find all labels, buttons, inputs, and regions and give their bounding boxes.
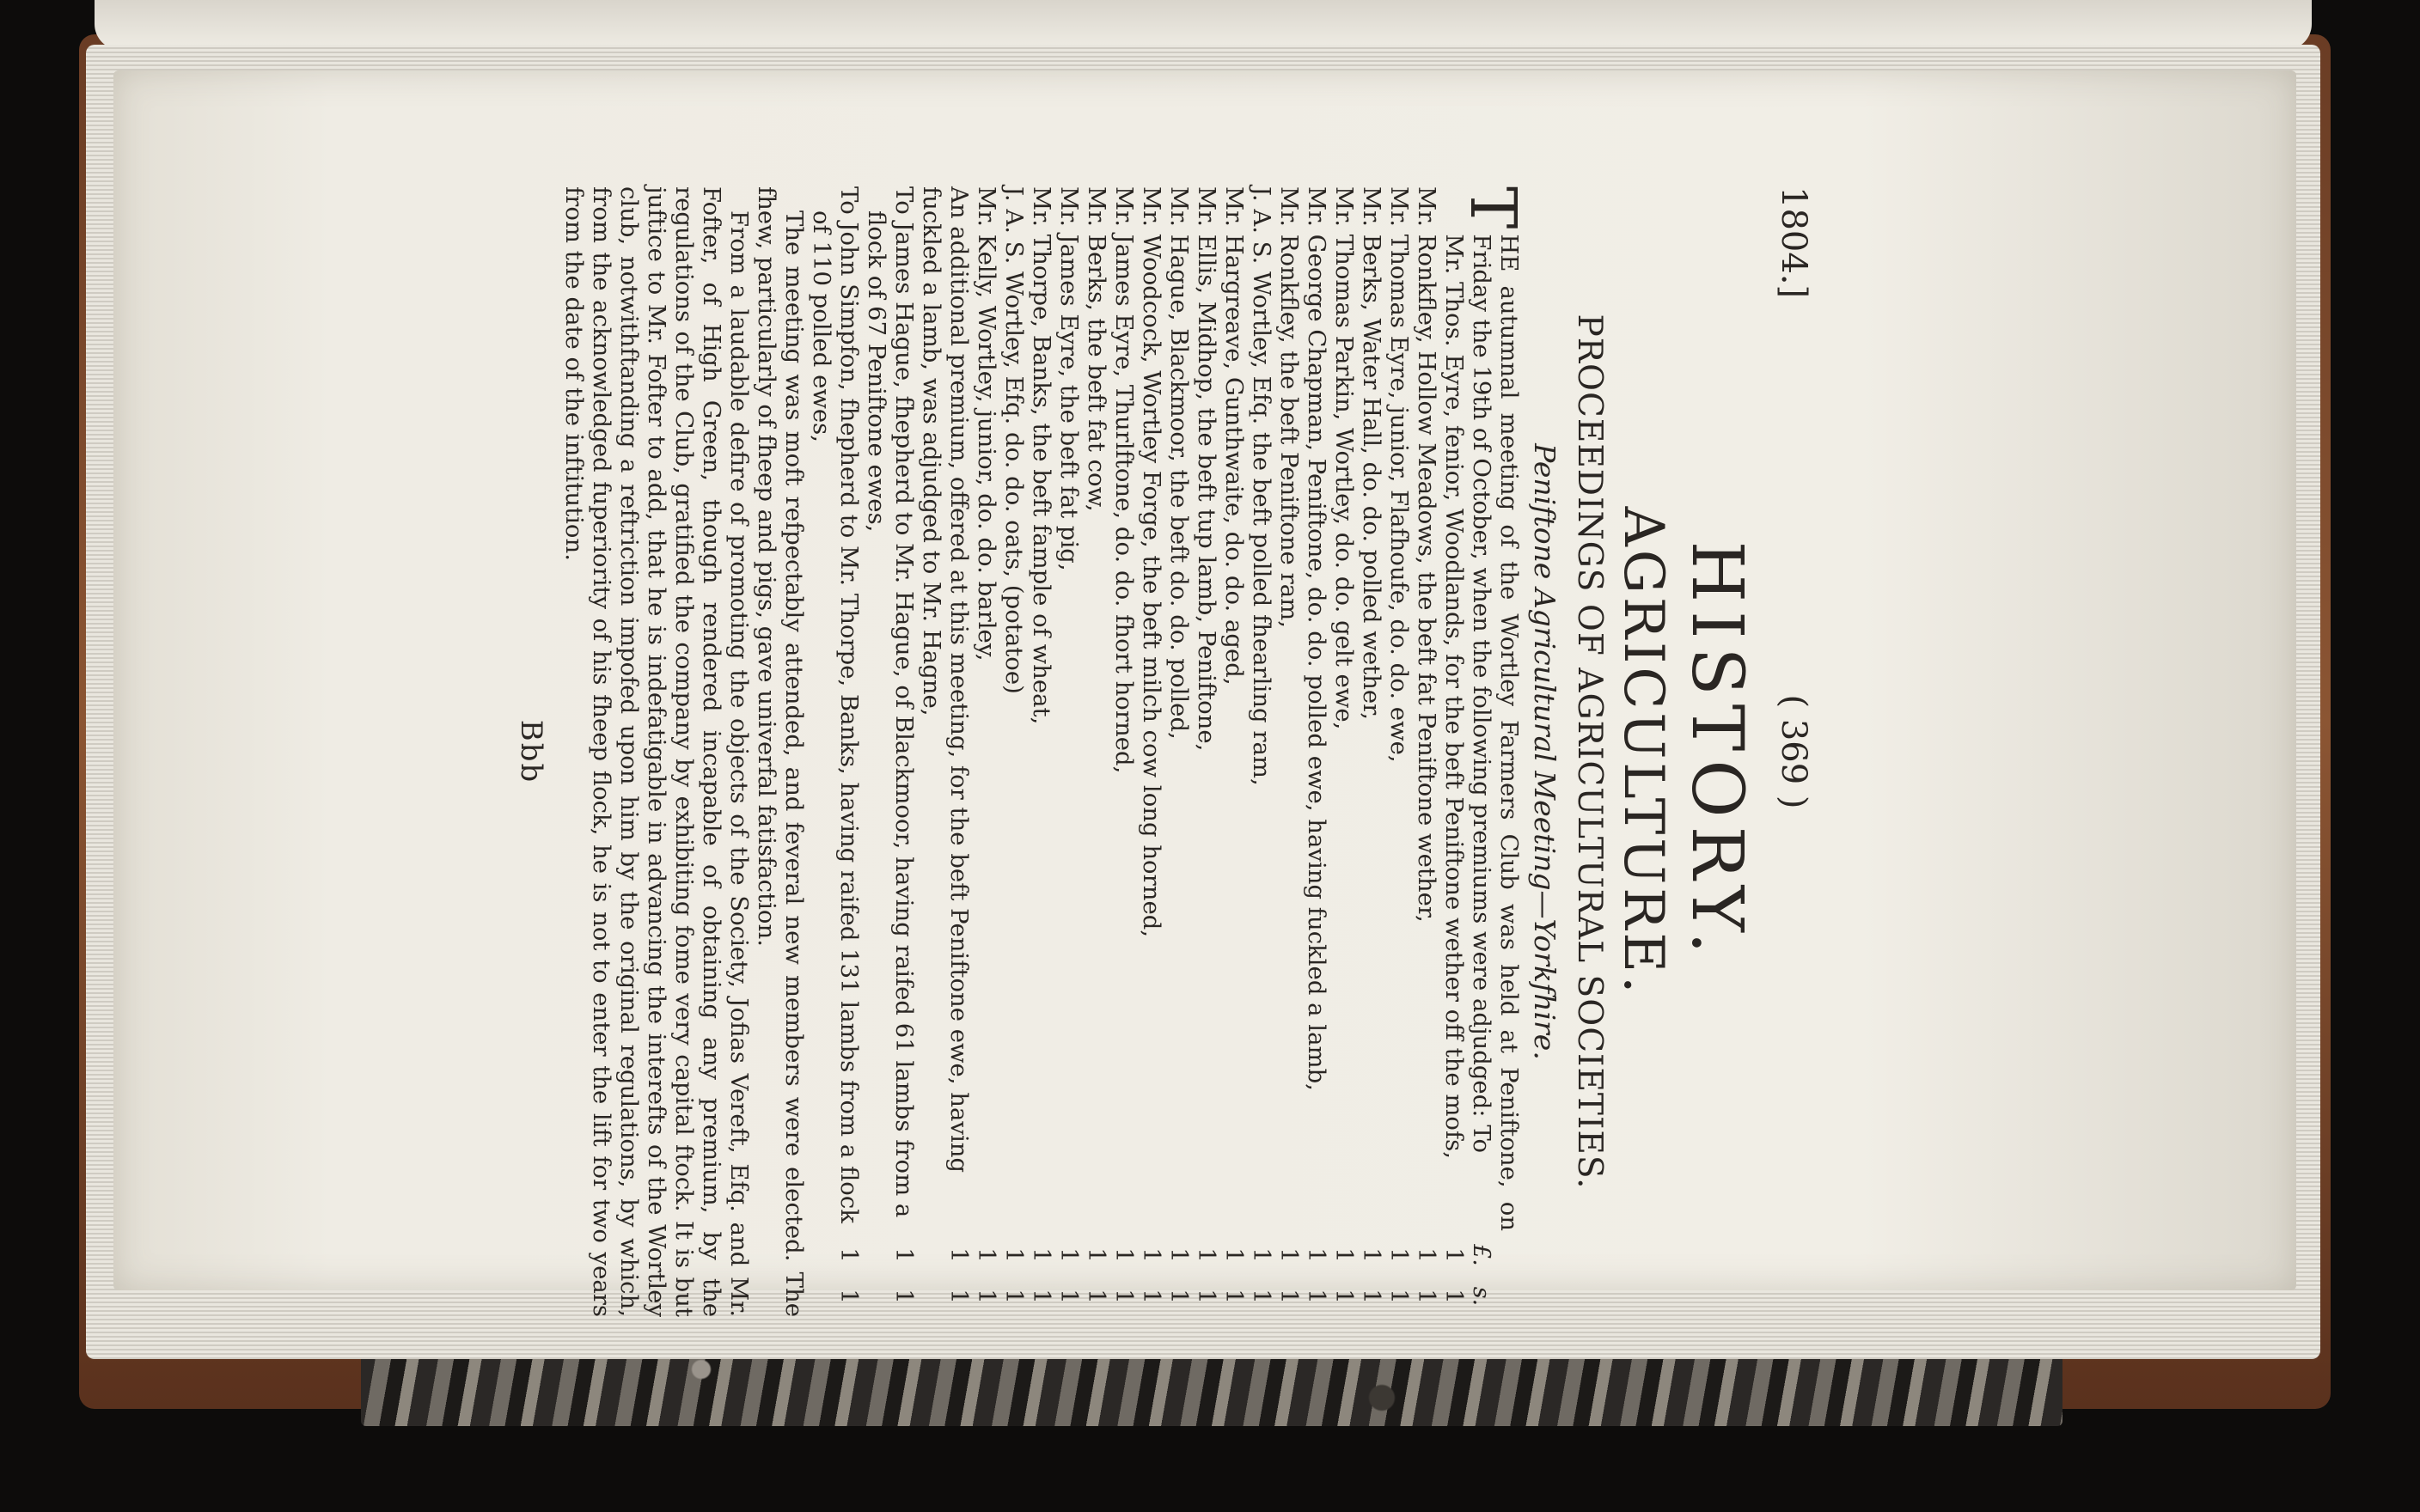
- premium-amount: [1055, 1240, 1083, 1317]
- premium-recipient: J. A. S. Wortley, Efq. do. do. oats, (potatoe): [1000, 186, 1029, 694]
- premium-recipient: To James Hague, fhepherd to Mr. Hague, of Blackmoor, having raifed 61 lambs from a flock of 67 Peniftone ewes,: [863, 186, 919, 1218]
- currency-header: [1468, 1240, 1494, 1312]
- meeting-title: Peniftone Agricultural Meeting—Yorkfhire.: [1528, 443, 1562, 1060]
- pounds-value: 1: [1193, 1247, 1221, 1263]
- shillings-value: 1: [1110, 1289, 1139, 1304]
- premium-recipient: Mr. Thomas Eyre, junior, Flafhoufe, do. do. ewe,: [1385, 186, 1414, 763]
- premium-list: [973, 186, 1468, 1317]
- shillings-value: 1: [1055, 1289, 1084, 1304]
- pounds-value: 1: [1413, 1247, 1441, 1263]
- paragraph: From a laudable defire of promoting the objects of the Society, Jofias Vereft, Efq. and Mr. Fofter, of High Green, though rendered incapable of obtaining any premium, by the regulations of the Club, gratified the company by exhibiting fome very capital ftock. It is but juftice to Mr. Fofter to add, that he is indefatigable in advancing the interefts of the Wortley club, notwithftanding a reftriction impofed upon him by the original regulations, by which, from the acknowledged fuperiority of his fheep flock, he is not to enter the lift for two years from the date of the inftitution.: [560, 186, 754, 1317]
- premium-recipient: Mr. Thomas Parkin, Wortley, do. do. gelt ewe,: [1330, 186, 1359, 730]
- premium-amount: [1110, 1240, 1138, 1317]
- premium-row: [1220, 186, 1248, 1317]
- premium-recipient: Mr. Berks, the beft fat cow,: [1083, 186, 1111, 512]
- pounds-value: 1: [1275, 1247, 1304, 1263]
- pounds-value: 1: [1000, 1247, 1029, 1263]
- shillings-value: 1: [1385, 1289, 1414, 1304]
- premium-amount: [1000, 1240, 1028, 1317]
- premium-row: [1358, 186, 1385, 1317]
- premium-row: [973, 186, 1000, 1317]
- premium-row: [1193, 186, 1220, 1317]
- shepherd-row: [808, 186, 863, 1317]
- shepherd-list: [808, 186, 918, 1317]
- shillings-value: 1: [1083, 1289, 1111, 1304]
- shillings-value: 1: [835, 1289, 864, 1304]
- premium-amount: [1303, 1240, 1330, 1317]
- shillings-value: 1: [1248, 1289, 1276, 1304]
- premium-amount: [1028, 1240, 1055, 1317]
- page-text: [52, 176, 1813, 1327]
- intro-paragraph: [1456, 186, 1531, 1317]
- premium-amount: [1385, 1240, 1413, 1317]
- pounds-value: 1: [1083, 1247, 1111, 1263]
- premium-recipient: Mr. George Chapman, Peniftone, do. do. polled ewe, having fuckled a lamb,: [1303, 186, 1331, 1091]
- premium-amount: [1193, 1240, 1220, 1317]
- shillings-value: 1: [973, 1289, 1001, 1304]
- premium-amount: [1220, 1240, 1248, 1317]
- premium-amount: [945, 1240, 973, 1317]
- premium-recipient: Mr. Thorpe, Banks, the beft fample of wheat,: [1028, 186, 1056, 725]
- shillings-value: 1: [1028, 1289, 1056, 1304]
- premium-recipient: Mr. Berks, Water Hall, do. do. polled wether,: [1358, 186, 1386, 720]
- premium-amount: [1330, 1240, 1358, 1317]
- shillings-value: 1: [1440, 1289, 1469, 1304]
- premium-row: [1028, 186, 1055, 1317]
- premium-recipient: To John Simpfon, fhepherd to Mr. Thorpe, Banks, having raifed 131 lambs from a flock of 110 polled ewes,: [808, 186, 864, 1223]
- premium-row: [1275, 186, 1303, 1317]
- pounds-value: 1: [1358, 1247, 1386, 1263]
- shillings-value: 1: [1165, 1289, 1194, 1304]
- premium-recipient: Mr. James Eyre, Thurlftone, do. do. fhort horned,: [1110, 186, 1139, 774]
- shillings-value: 1: [1303, 1289, 1331, 1304]
- premium-row: [1110, 186, 1138, 1317]
- premium-amount: [1138, 1240, 1165, 1317]
- premium-amount: [1275, 1240, 1303, 1317]
- additional-premium: [918, 186, 973, 1317]
- signature-mark: Bbb: [514, 719, 549, 784]
- pounds-value: 1: [1220, 1247, 1249, 1263]
- premium-row: [1138, 186, 1165, 1317]
- pounds-value: 1: [1055, 1247, 1084, 1263]
- shillings-value: 1: [1220, 1289, 1249, 1304]
- facing-page-edge: [95, 0, 2312, 50]
- premium-amount: [1358, 1240, 1385, 1317]
- pounds-value: 1: [1248, 1247, 1276, 1263]
- premium-amount: [1248, 1240, 1275, 1317]
- shillings-value: 1: [1193, 1289, 1221, 1304]
- premium-row: [1248, 186, 1275, 1317]
- premium-recipient: Mr. Ellis, Midhop, the beft tup lamb, Peniftone,: [1193, 186, 1221, 752]
- pounds-value: 1: [1385, 1247, 1414, 1263]
- shillings-header: s.: [1468, 1286, 1495, 1307]
- premium-row: [1303, 186, 1330, 1317]
- pounds-value: 1: [973, 1247, 1001, 1263]
- shillings-value: 1: [890, 1289, 919, 1304]
- running-head: [1763, 186, 1813, 1317]
- premium-row: [1385, 186, 1413, 1317]
- premium-amount: [890, 1240, 918, 1317]
- premium-amount: [1440, 1240, 1468, 1317]
- premium-amount: [1413, 1240, 1440, 1317]
- premium-amount: [1083, 1240, 1110, 1317]
- shillings-value: 1: [945, 1289, 974, 1304]
- pounds-value: 1: [1303, 1247, 1331, 1263]
- premium-recipient: Mr. Hargreave, Gunthwaite, do. do. aged,: [1220, 186, 1249, 686]
- additional-premium-text: An additional premium, offered at this meeting, for the beft Peniftone ewe, having fuckled a lamb, was adjudged to Mr. Hagne,: [918, 186, 974, 1174]
- premium-row: [1055, 186, 1083, 1317]
- pounds-value: 1: [890, 1247, 919, 1263]
- shillings-value: 1: [1000, 1289, 1029, 1304]
- pounds-value: 1: [1440, 1247, 1469, 1263]
- pounds-value: 1: [1028, 1247, 1056, 1263]
- shillings-value: 1: [1138, 1289, 1166, 1304]
- premium-recipient: Mr. Thos. Eyre, fenior, Woodlands, for the beft Peniftone wether off the mofs,: [1440, 234, 1469, 1160]
- premium-amount: [973, 1240, 1000, 1317]
- premium-row: [1000, 186, 1028, 1317]
- premium-recipient: Mr. Woodcock, Wortley Forge, the beft milch cow long horned,: [1138, 186, 1166, 938]
- paragraph: The meeting was moft refpectably attended, and feveral new members were elected. The fhew, particularly of fheep and pigs, gave univerfal fatisfaction.: [753, 186, 809, 1317]
- shillings-value: 1: [1358, 1289, 1386, 1304]
- shillings-value: 1: [1275, 1289, 1304, 1304]
- premium-row: [1083, 186, 1110, 1317]
- premium-recipient: Mr. Ronkfley, the beft Peniftone ram,: [1275, 186, 1304, 628]
- premium-row: [1330, 186, 1358, 1317]
- premium-row: [1440, 234, 1468, 1317]
- premium-recipient: Mr. James Eyre, the beft fat pig,: [1055, 186, 1084, 571]
- page-number: ( 369 ): [1774, 694, 1813, 809]
- pounds-value: 1: [1138, 1247, 1166, 1263]
- section-title: HISTORY.: [1676, 540, 1757, 963]
- pounds-header: £.: [1468, 1244, 1495, 1266]
- pounds-value: 1: [945, 1247, 974, 1263]
- premium-recipient: Mr. Hague, Blackmoor, the beft do. do. polled,: [1165, 186, 1194, 740]
- pounds-value: 1: [1165, 1247, 1194, 1263]
- premium-row: [1165, 186, 1193, 1317]
- pounds-value: 1: [1330, 1247, 1359, 1263]
- page-heading: PROCEEDINGS OF AGRICULTURAL SOCIETIES.: [1570, 314, 1609, 1190]
- intro-text: HE autumnal meeting of the Wortley Farmers Club was held at Peniftone, on Friday the 19th of October, when the following premiums were adjudged: To: [1468, 234, 1524, 1231]
- section-subtitle: AGRICULTURE.: [1611, 506, 1675, 997]
- pounds-value: 1: [1110, 1247, 1139, 1263]
- shillings-value: 1: [1330, 1289, 1359, 1304]
- premium-recipient: Mr. Ronkfley, Hollow Meadows, the beft fat Peniftone wether,: [1413, 186, 1441, 923]
- premium-amount: [835, 1240, 863, 1317]
- premium-recipient: Mr. Kelly, Wortley, junior, do. do. barley,: [973, 186, 1001, 662]
- shepherd-row: [863, 186, 918, 1317]
- premium-amount: [1165, 1240, 1193, 1317]
- premium-row: [1413, 186, 1440, 1317]
- running-year: 1804.]: [1774, 186, 1813, 299]
- pounds-value: 1: [835, 1247, 864, 1263]
- drop-cap: T: [1456, 186, 1531, 229]
- shillings-value: 1: [1413, 1289, 1441, 1304]
- premium-recipient: J. A. S. Wortley, Efq. the beft polled fhearling ram,: [1248, 186, 1276, 786]
